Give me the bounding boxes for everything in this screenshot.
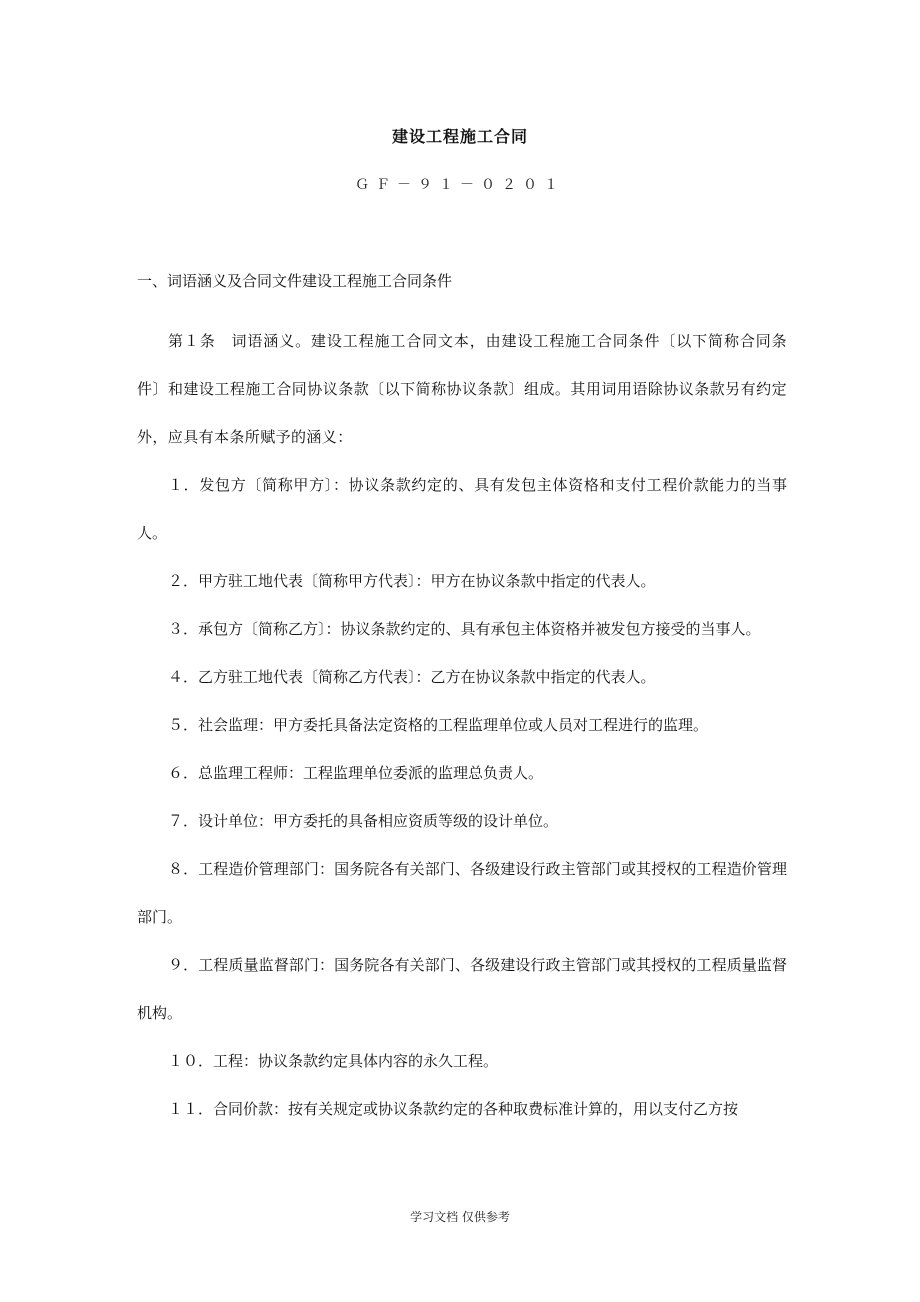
clause-2: ２．甲方驻工地代表〔简称甲方代表〕：甲方在协议条款中指定的代表人。 [168,572,656,590]
clause-1: １．发包方〔简称甲方〕：协议条款约定的、具有发包主体资格和支付工程价款能力的当事人。 [137,476,787,542]
clause-6: ６．总监理工程师：工程监理单位委派的监理总负责人。 [168,764,544,782]
clause-7: ７．设计单位：甲方委托的具备相应资质等级的设计单位。 [168,812,559,830]
article-1-paragraph: 第１条 词语涵义。建设工程施工合同文本，由建设工程施工合同条件〔以下简称合同条件〕和建设工程施工合同协议条款〔以下简称协议条款〕组成。其用词用语除协议条款另有约定外，应具有本条所赋予的涵义： [137,332,787,446]
clause-5: ５．社会监理：甲方委托具备法定资格的工程监理单位或人员对工程进行的监理。 [168,716,709,734]
clause-11: １１．合同价款：按有关规定或协议条款约定的各种取费标准计算的，用以支付乙方按 [168,1100,739,1118]
document-code: ＧＦ－９１－０２０１ [355,177,565,193]
clause-3: ３．承包方〔简称乙方〕：协议条款约定的、具有承包主体资格并被发包方接受的当事人。 [168,620,761,638]
clause-8: ８．工程造价管理部门：国务院各有关部门、各级建设行政主管部门或其授权的工程造价管理部门。 [137,860,787,926]
page-footer: 学习文档 仅供参考 [410,1210,510,1224]
section-heading: 一、词语涵义及合同文件建设工程施工合同条件 [137,272,453,290]
document-body [137,317,787,1133]
clause-4: ４．乙方驻工地代表〔简称乙方代表〕：乙方在协议条款中指定的代表人。 [168,668,656,686]
clause-9: ９．工程质量监督部门：国务院各有关部门、各级建设行政主管部门或其授权的工程质量监督机构。 [137,956,787,1022]
clause-10: １０．工程：协议条款约定具体内容的永久工程。 [168,1052,499,1070]
document-title: 建设工程施工合同 [391,127,528,146]
